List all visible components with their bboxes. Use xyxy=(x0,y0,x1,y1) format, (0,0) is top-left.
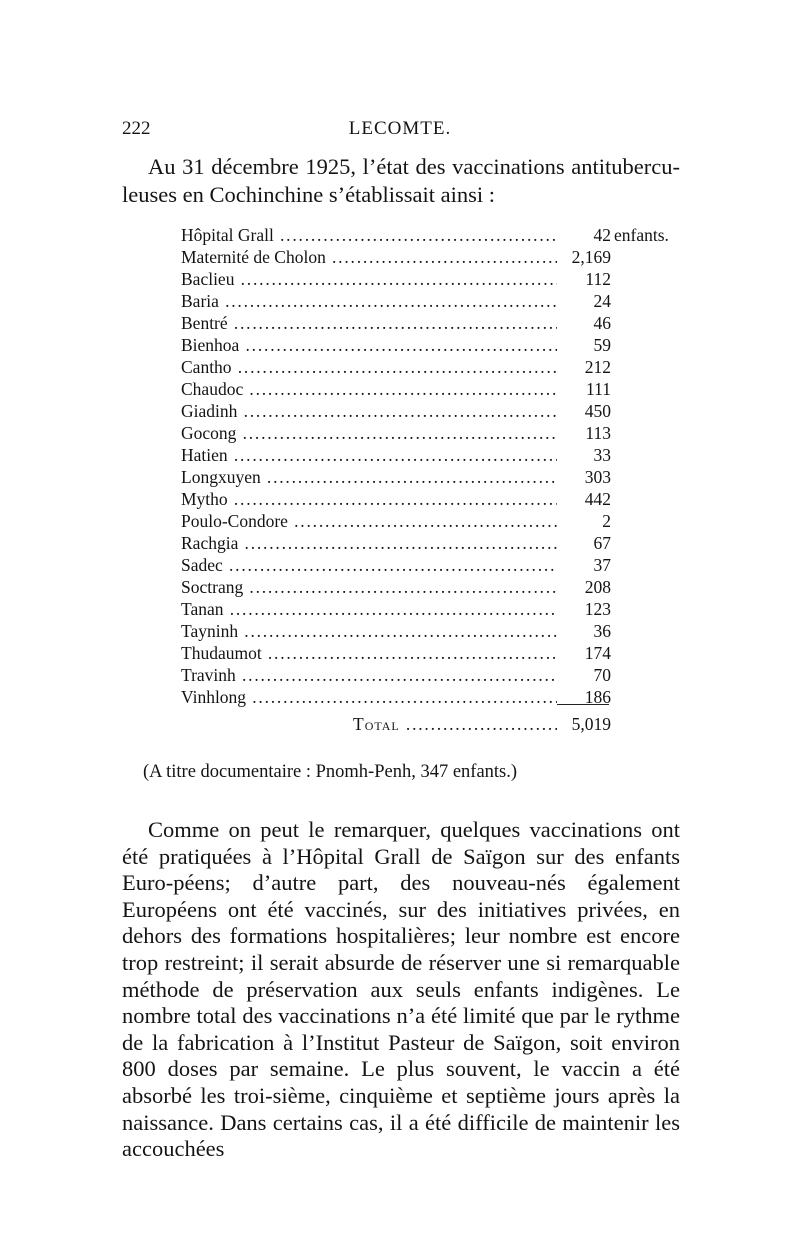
place-name: Hatien ..... xyxy=(181,444,557,466)
table-row xyxy=(181,642,677,664)
vaccination-count: 46 xyxy=(593,313,611,333)
table-row xyxy=(181,664,677,686)
place-name: Baclieu ..... xyxy=(181,268,557,290)
vaccination-count: 186 xyxy=(584,687,611,707)
table-row xyxy=(181,246,677,268)
table-row xyxy=(181,532,677,554)
vaccination-count: 450 xyxy=(584,401,611,421)
place-name: Gocong ..... xyxy=(181,422,557,444)
total-label: Total ..... xyxy=(353,713,557,735)
place-name: Giadinh ..... xyxy=(181,400,557,422)
total-rule xyxy=(557,704,609,705)
vaccination-count: 2,169 xyxy=(571,247,611,267)
vaccination-count: 212 xyxy=(584,357,611,377)
vaccination-table xyxy=(181,224,677,708)
place-name: Bienhoa ..... xyxy=(181,334,557,356)
page-header xyxy=(122,118,678,142)
vaccination-count: 36 xyxy=(593,621,611,641)
place-name: Poulo-Condore ..... xyxy=(181,510,557,532)
table-row xyxy=(181,620,677,642)
vaccination-count: 123 xyxy=(584,599,611,619)
vaccination-count: 42 xyxy=(593,225,611,245)
place-name: Vinhlong ..... xyxy=(181,686,557,708)
table-row xyxy=(181,422,677,444)
vaccination-count: 442 xyxy=(584,489,611,509)
table-row xyxy=(181,488,677,510)
table-row xyxy=(181,598,677,620)
table-row xyxy=(181,554,677,576)
vaccination-count: 111 xyxy=(586,379,611,399)
footnote: (A titre documentaire : Pnomh-Penh, 347 enfants.) xyxy=(143,762,518,782)
table-row xyxy=(181,268,677,290)
table-row xyxy=(181,356,677,378)
table-row xyxy=(181,444,677,466)
place-name: Bentré ..... xyxy=(181,312,557,334)
table-row xyxy=(181,290,677,312)
total-row xyxy=(181,713,677,735)
vaccination-count: 2 xyxy=(602,511,611,531)
vaccination-count: 59 xyxy=(593,335,611,355)
table-row xyxy=(181,576,677,598)
table-row xyxy=(181,510,677,532)
table-row xyxy=(181,334,677,356)
body-text: Comme on peut le remarquer, quelques vaccinations ont été pratiquées à l’Hôpital Grall de Saïgon sur des enfants Euro-péens; d’autre part, des nouveau-nés également Européens ont été vaccinés, sur des initiatives privées, en dehors des formations hospitalières; leur nombre est encore trop restreint; il serait absurde de réserver une si remarquable méthode de préservation aux seuls enfants indigènes. Le nombre total des vaccinations n’a été limité que par le rythme de la fabrication à l’Institut Pasteur de Saïgon, soit environ 800 doses par semaine. Le plus souvent, le vaccin a été absorbé les troi-sième, cinquième et septième jours après la naissance. Dans certains cas, il a été difficile de maintenir les accouchées xyxy=(122,817,680,1162)
place-name: Maternité de Cholon ..... xyxy=(181,246,557,268)
page-number: 222 xyxy=(122,118,151,139)
vaccination-count: 70 xyxy=(593,665,611,685)
vaccination-count: 174 xyxy=(584,643,611,663)
vaccination-count: 24 xyxy=(593,291,611,311)
vaccination-count: 303 xyxy=(584,467,611,487)
place-name: Tanan ..... xyxy=(181,598,557,620)
vaccination-count: 113 xyxy=(585,423,611,443)
vaccination-count: 67 xyxy=(593,533,611,553)
intro-paragraph xyxy=(122,153,680,209)
table-row xyxy=(181,312,677,334)
vaccination-count: 208 xyxy=(584,577,611,597)
running-title: LECOMTE. xyxy=(348,118,452,139)
place-name: Longxuyen ..... xyxy=(181,466,557,488)
place-name: Tayninh ..... xyxy=(181,620,557,642)
unit-label: enfants. xyxy=(614,225,669,245)
place-name: Rachgia ..... xyxy=(181,532,557,554)
place-name: Soctrang ..... xyxy=(181,576,557,598)
intro-text: Au 31 décembre 1925, l’état des vaccinations antitubercu-leuses en Cochinchine s’établissait ainsi : xyxy=(122,154,680,207)
place-name: Baria ..... xyxy=(181,290,557,312)
table-row xyxy=(181,400,677,422)
place-name: Cantho ..... xyxy=(181,356,557,378)
table-row xyxy=(181,378,677,400)
table-row xyxy=(181,466,677,488)
place-name: Chaudoc ..... xyxy=(181,378,557,400)
place-name: Mytho ..... xyxy=(181,488,557,510)
vaccination-count: 33 xyxy=(593,445,611,465)
place-name: Thudaumot ..... xyxy=(181,642,557,664)
table-row xyxy=(181,224,677,246)
body-paragraph xyxy=(122,817,680,1163)
place-name: Sadec ..... xyxy=(181,554,557,576)
place-name: Hôpital Grall ..... xyxy=(181,224,557,246)
place-name: Travinh ..... xyxy=(181,664,557,686)
vaccination-count: 112 xyxy=(585,269,611,289)
total-value: 5,019 xyxy=(571,714,611,734)
vaccination-count: 37 xyxy=(593,555,611,575)
